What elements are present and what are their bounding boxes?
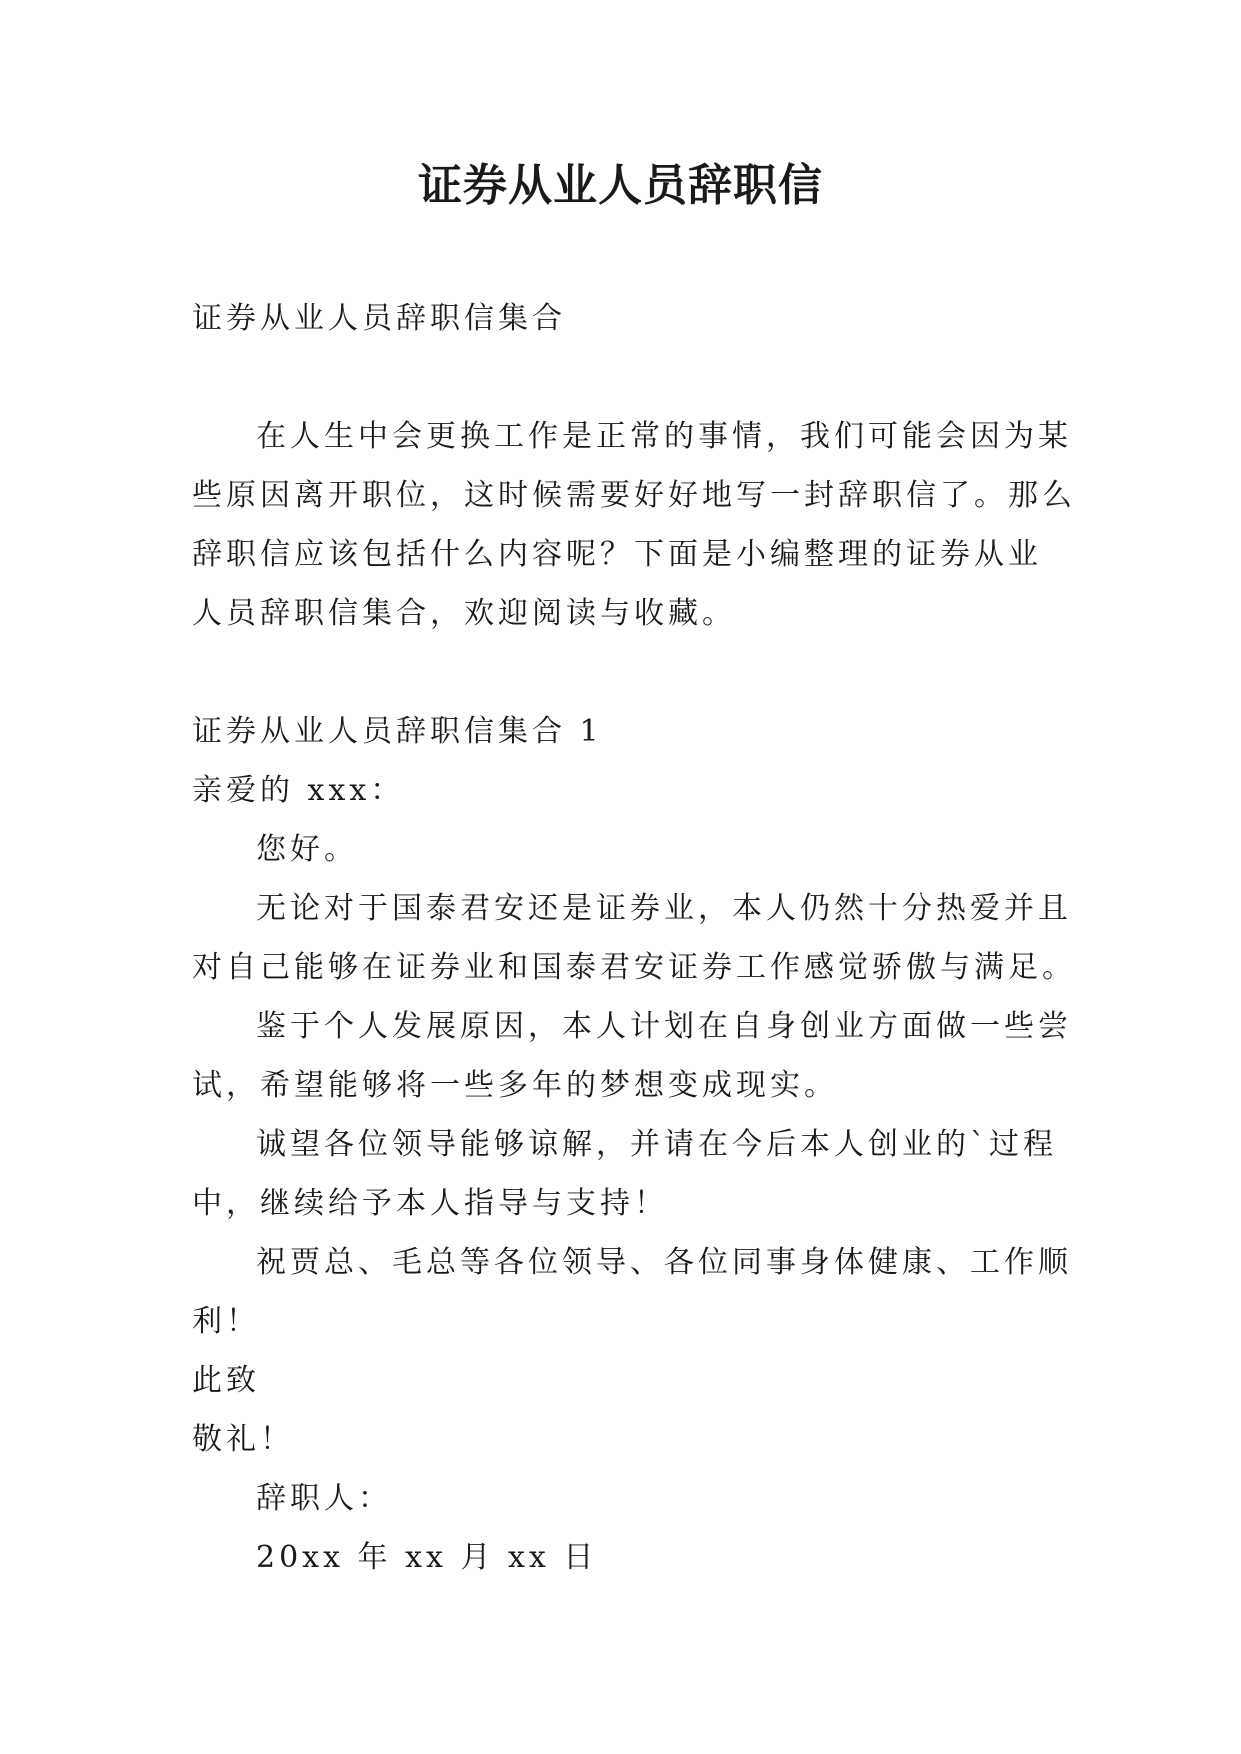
intro-line: 人员辞职信集合，欢迎阅读与收藏。 — [192, 596, 736, 631]
spacer — [192, 348, 1072, 407]
salutation: 亲爱的 xxx： — [192, 773, 405, 808]
section-heading: 证券从业人员辞职信集合 1 — [192, 714, 603, 749]
paragraph-line: 鉴于个人发展原因，本人计划在自身创业方面做一些尝 — [256, 1009, 1072, 1044]
intro-line: 些原因离开职位，这时候需要好好地写一封辞职信了。那么 — [192, 478, 1076, 513]
paragraph-line: 无论对于国泰君安还是证券业，本人仍然十分热爱并且 — [256, 891, 1072, 926]
paragraph-line: 中，继续给予本人指导与支持！ — [192, 1186, 668, 1221]
date-line: 20xx 年 xx 月 xx 日 — [256, 1540, 598, 1575]
intro-line: 辞职信应该包括什么内容呢？下面是小编整理的证券从业 — [192, 537, 1042, 572]
intro-line: 在人生中会更换工作是正常的事情，我们可能会因为某 — [256, 419, 1072, 454]
document-title: 证券从业人员辞职信 — [418, 160, 823, 211]
paragraph-line: 对自己能够在证券业和国泰君安证券工作感觉骄傲与满足。 — [192, 950, 1076, 985]
document-body — [192, 289, 1076, 1587]
subtitle: 证券从业人员辞职信集合 — [192, 301, 566, 336]
paragraph-line: 试，希望能够将一些多年的梦想变成现实。 — [192, 1068, 838, 1103]
closing-line: 敬礼！ — [192, 1422, 294, 1457]
paragraph-line: 祝贾总、毛总等各位领导、各位同事身体健康、工作顺 — [256, 1245, 1072, 1280]
signer-label: 辞职人： — [256, 1481, 392, 1516]
closing-line: 此致 — [192, 1363, 260, 1398]
spacer — [192, 643, 1072, 702]
paragraph-line: 诚望各位领导能够谅解，并请在今后本人创业的`过程 — [256, 1127, 1057, 1162]
greeting: 您好。 — [256, 832, 358, 867]
paragraph-line: 利！ — [192, 1304, 260, 1339]
